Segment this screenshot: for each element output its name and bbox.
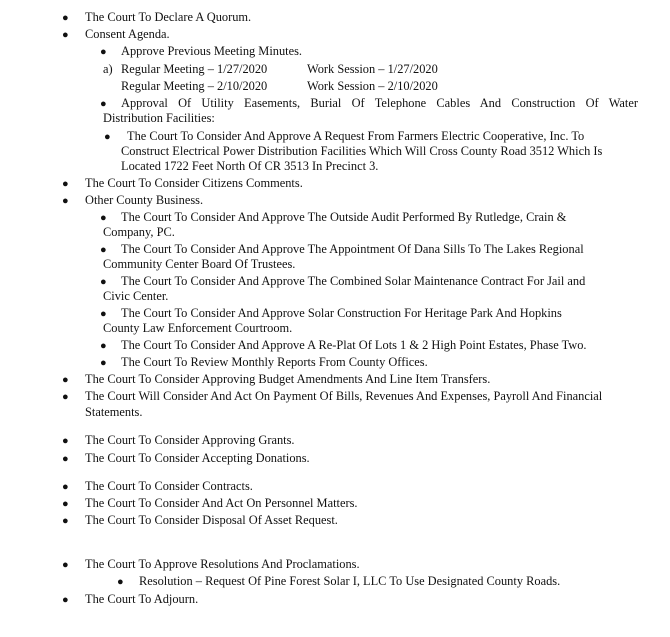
bullet-icon: ● — [62, 29, 69, 41]
sub-item-solar-maint-line1: The Court To Consider And Approve The Combined Solar Maintenance Contract For Jail and — [121, 274, 586, 288]
sub-item-utility-line2: Distribution Facilities: — [103, 111, 215, 125]
agenda-item-consent: Consent Agenda. — [85, 27, 170, 41]
sub-item-farmers-line2: Construct Electrical Power Distribution Facilities Which Will Cross County Road 3512 Which Is — [121, 144, 603, 158]
sub-item-approve-minutes: Approve Previous Meeting Minutes. — [121, 44, 303, 58]
agenda-item-citizens: The Court To Consider Citizens Comments. — [85, 176, 303, 190]
work-session-2: Work Session – 2/10/2020 — [307, 79, 438, 93]
agenda-item-donations: The Court To Consider Accepting Donations. — [85, 451, 310, 465]
sub-item-farmers-line3: Located 1722 Feet North Of CR 3513 In Precinct 3. — [121, 159, 379, 173]
sub-item-audit-line2: Company, PC. — [103, 225, 175, 239]
agenda-item-contracts: The Court To Consider Contracts. — [85, 479, 253, 493]
bullet-icon: ● — [100, 340, 107, 352]
agenda-item-resolutions: The Court To Approve Resolutions And Proclamations. — [85, 557, 360, 571]
sub-item-solar-const-line1: The Court To Consider And Approve Solar Construction For Heritage Park And Hopkins — [121, 306, 562, 320]
sub-item-pine-forest: Resolution – Request Of Pine Forest Solar I, LLC To Use Designated County Roads. — [139, 574, 561, 588]
bullet-icon: ● — [100, 244, 107, 256]
bullet-icon: ● — [62, 515, 69, 527]
bullet-icon: ● — [62, 391, 69, 403]
agenda-item-bills-line1: The Court Will Consider And Act On Payment Of Bills, Revenues And Expenses, Payroll And Financial — [85, 389, 603, 403]
sub-item-sills-line2: Community Center Board Of Trustees. — [103, 257, 296, 271]
bullet-icon: ● — [104, 131, 111, 143]
sub-item-audit-line1: The Court To Consider And Approve The Outside Audit Performed By Rutledge, Crain & — [121, 210, 567, 224]
agenda-item-quorum: The Court To Declare A Quorum. — [85, 10, 252, 24]
work-session-1: Work Session – 1/27/2020 — [307, 62, 438, 76]
regular-meeting-1: Regular Meeting – 1/27/2020 — [121, 62, 268, 76]
bullet-icon: ● — [62, 435, 69, 447]
sub-item-replat: The Court To Consider And Approve A Re-Plat Of Lots 1 & 2 High Point Estates, Phase Two. — [121, 338, 587, 352]
sub-item-utility-line1: Approval Of Utility Easements, Burial Of Telephone Cables And Construction Of Water — [121, 96, 638, 110]
agenda-item-grants: The Court To Consider Approving Grants. — [85, 433, 295, 447]
bullet-icon: ● — [100, 98, 107, 110]
agenda-item-bills-line2: Statements. — [85, 405, 143, 419]
sub-item-monthly-reports: The Court To Review Monthly Reports From County Offices. — [121, 355, 428, 369]
agenda-item-personnel: The Court To Consider And Act On Personnel Matters. — [85, 496, 358, 510]
agenda-item-budget: The Court To Consider Approving Budget Amendments And Line Item Transfers. — [85, 372, 491, 386]
agenda-item-other-business: Other County Business. — [85, 193, 204, 207]
agenda-item-adjourn: The Court To Adjourn. — [85, 592, 199, 606]
sub-item-sills-line1: The Court To Consider And Approve The Appointment Of Dana Sills To The Lakes Regional — [121, 242, 584, 256]
bullet-icon: ● — [117, 576, 124, 588]
bullet-icon: ● — [62, 594, 69, 606]
regular-meeting-2: Regular Meeting – 2/10/2020 — [121, 79, 268, 93]
bullet-icon: ● — [100, 357, 107, 369]
bullet-icon: ● — [100, 308, 107, 320]
bullet-icon: ● — [62, 453, 69, 465]
bullet-icon: ● — [100, 46, 107, 58]
agenda-item-disposal: The Court To Consider Disposal Of Asset Request. — [85, 513, 338, 527]
sub-item-farmers-line1: The Court To Consider And Approve A Request From Farmers Electric Cooperative, Inc. To — [127, 129, 585, 143]
bullet-icon: ● — [100, 212, 107, 224]
sub-item-solar-maint-line2: Civic Center. — [103, 289, 169, 303]
bullet-icon: ● — [62, 374, 69, 386]
bullet-icon: ● — [62, 498, 69, 510]
bullet-icon: ● — [62, 12, 69, 24]
bullet-icon: ● — [62, 178, 69, 190]
bullet-icon: ● — [62, 559, 69, 571]
bullet-icon: ● — [62, 195, 69, 207]
list-marker-a: a) — [103, 62, 113, 76]
sub-item-solar-const-line2: County Law Enforcement Courtroom. — [103, 321, 293, 335]
bullet-icon: ● — [62, 481, 69, 493]
bullet-icon: ● — [100, 276, 107, 288]
